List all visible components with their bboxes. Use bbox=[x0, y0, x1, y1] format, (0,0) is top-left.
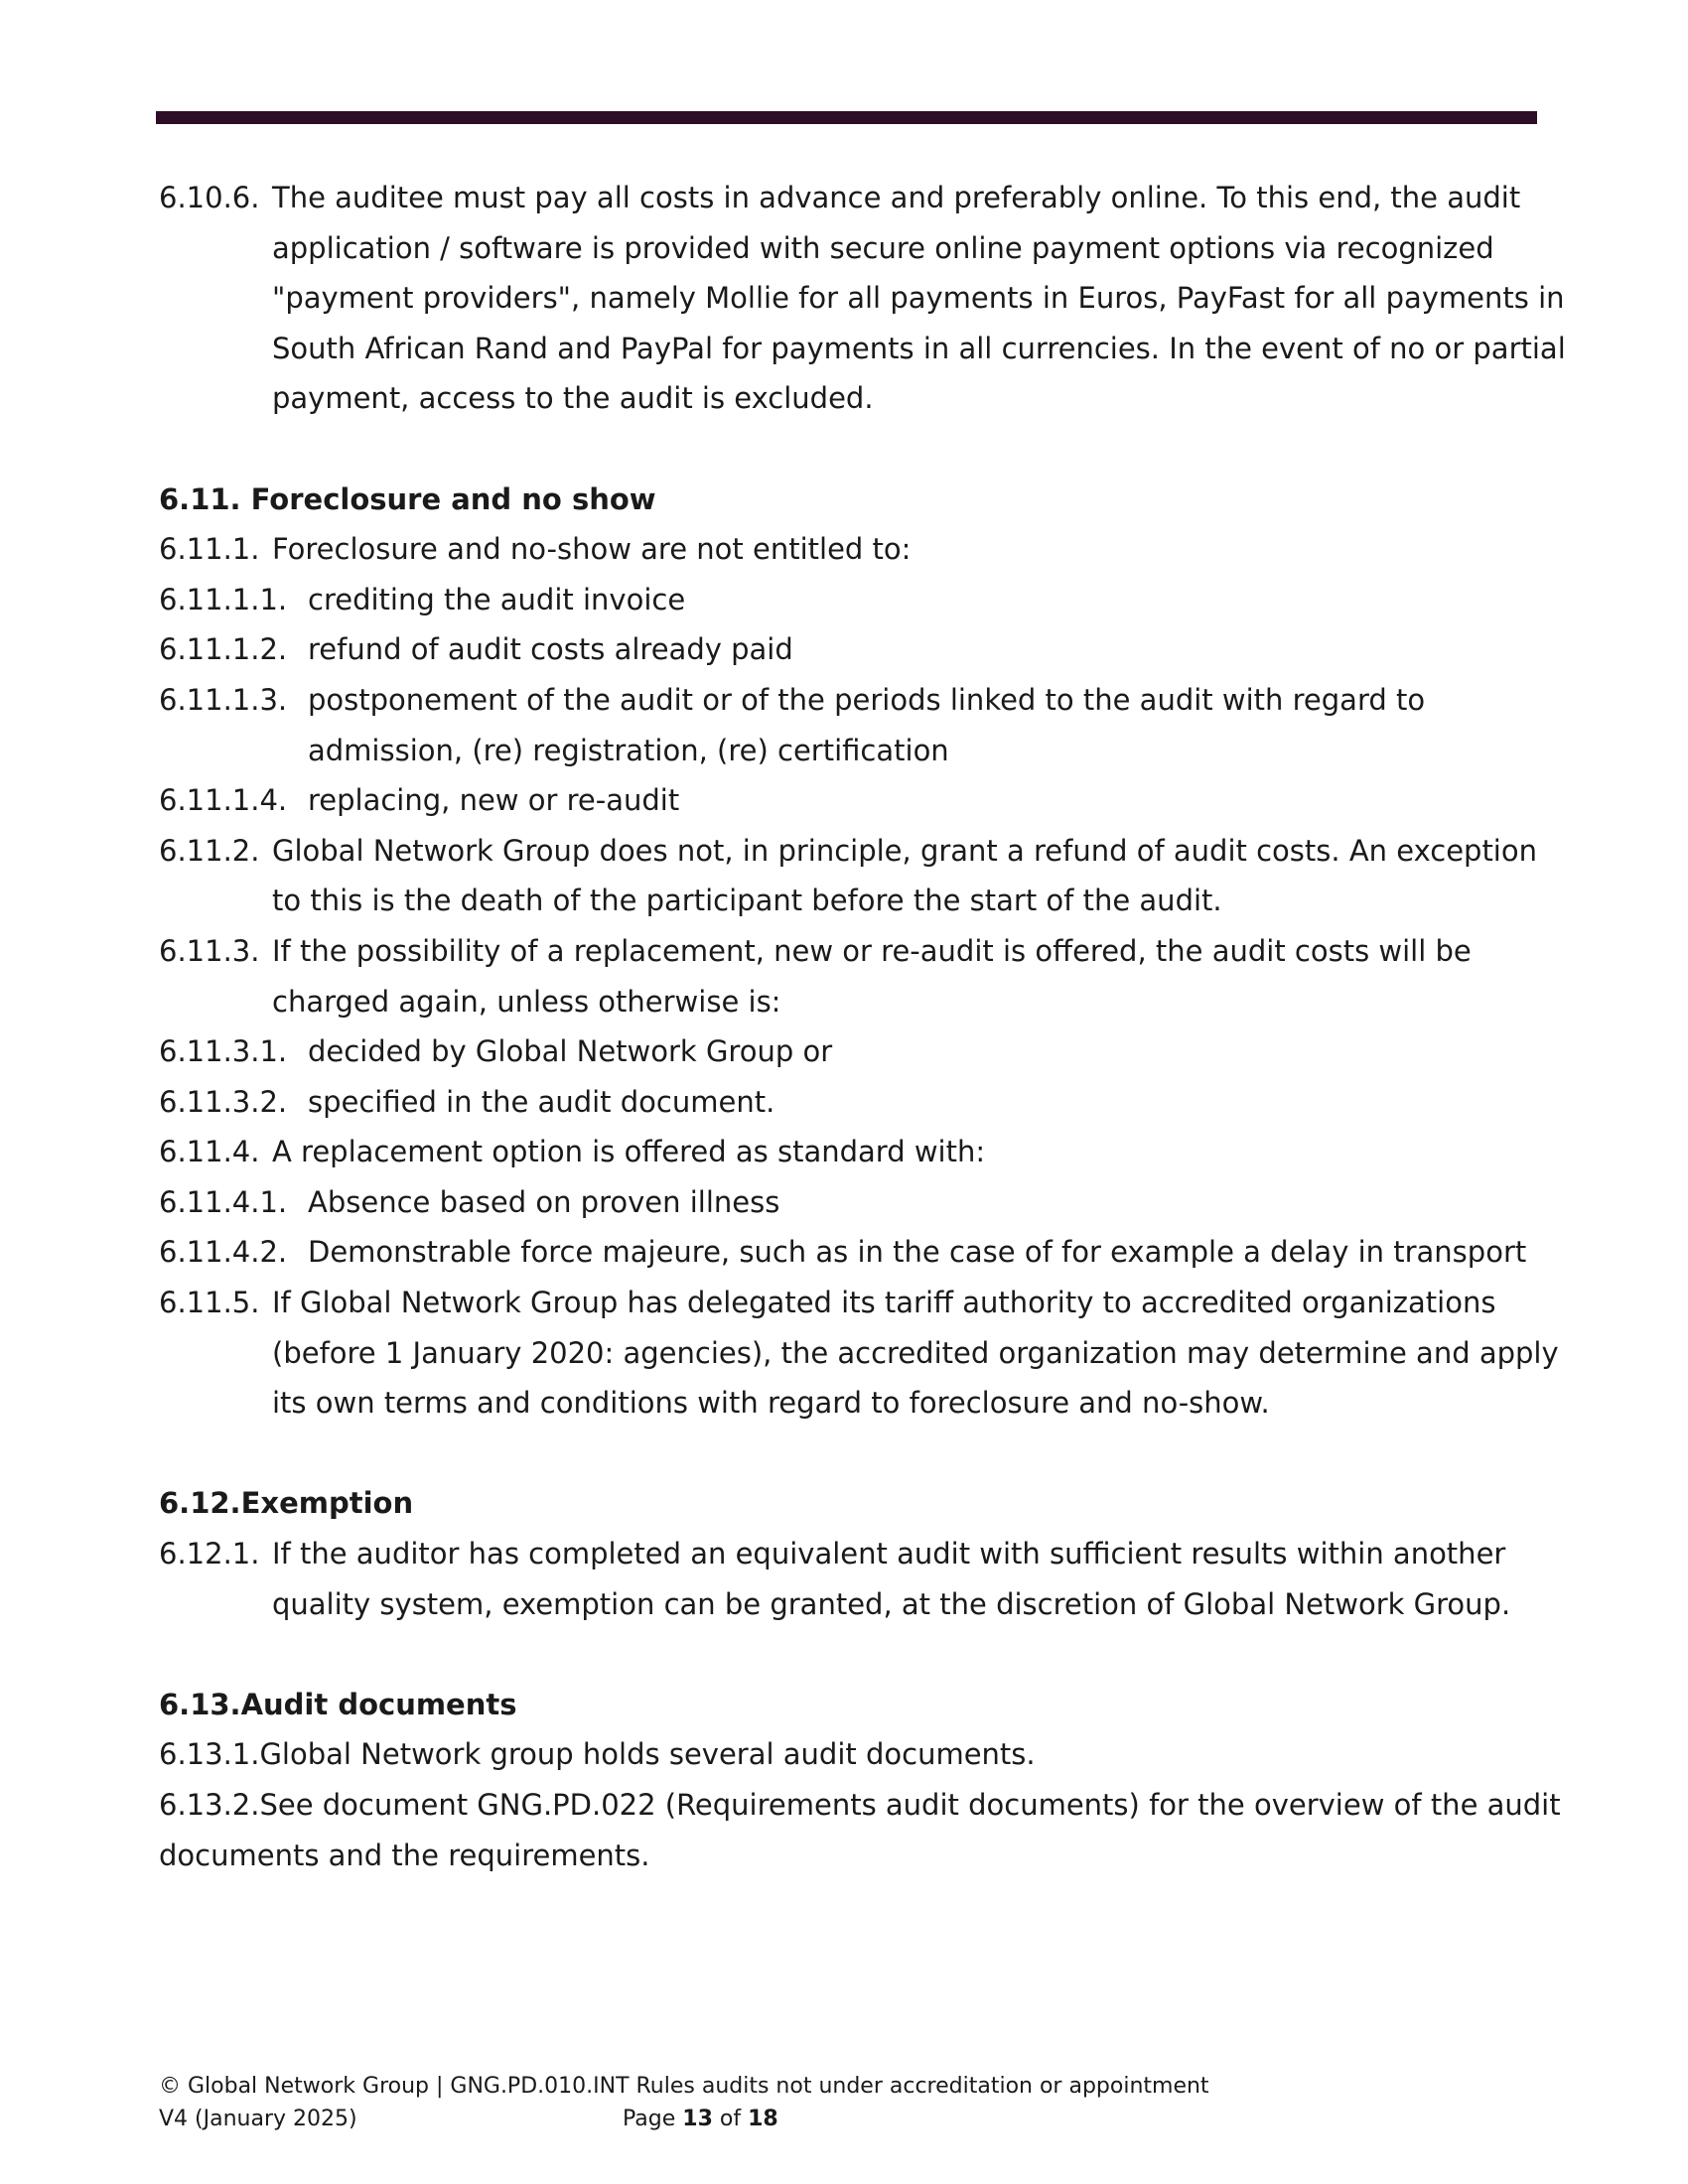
document-body bbox=[159, 173, 1566, 1880]
list-item bbox=[159, 926, 1539, 977]
item-text: quality system, exemption can be granted, at the discretion of Global Network Group. bbox=[272, 1586, 1511, 1621]
list-item bbox=[159, 775, 1539, 826]
item-number: 6.11.1.2. bbox=[159, 632, 288, 667]
item-text: to this is the death of the participant before the start of the audit. bbox=[272, 884, 1222, 918]
item-text: replacing, new or re-audit bbox=[308, 783, 680, 818]
footer-version: V4 (January 2025) bbox=[159, 2107, 357, 2131]
section-heading-6-13: 6.13.Audit documents bbox=[159, 1687, 517, 1721]
list-item bbox=[159, 675, 1539, 726]
item-text: Absence based on proven illness bbox=[308, 1184, 780, 1219]
list-item bbox=[159, 1026, 1539, 1077]
page-number: Page 13 of 18 bbox=[623, 2107, 778, 2131]
item-number: 6.11.1. bbox=[159, 532, 260, 567]
item-text: payment, access to the audit is excluded. bbox=[272, 381, 874, 416]
item-text: decided by Global Network Group or bbox=[308, 1034, 833, 1069]
item-number: 6.11.3. bbox=[159, 933, 260, 968]
item-number: 6.11.3.2. bbox=[159, 1084, 288, 1119]
item-number: 6.10.6. bbox=[159, 181, 260, 214]
item-number: 6.11.2. bbox=[159, 833, 260, 868]
item-text: charged again, unless otherwise is: bbox=[272, 984, 781, 1019]
item-text: South African Rand and PayPal for payments in all currencies. In the event of no or partial bbox=[272, 331, 1566, 365]
item-number: 6.12.1. bbox=[159, 1537, 260, 1571]
item-text: Demonstrable force majeure, such as in the case of for example a delay in transport bbox=[308, 1235, 1527, 1270]
list-item bbox=[159, 524, 1539, 575]
item-text: If Global Network Group has delegated its tariff authority to accredited organizations bbox=[272, 1286, 1496, 1320]
item-number: 6.11.1.3. bbox=[159, 682, 288, 717]
item-number: 6.11.4.1. bbox=[159, 1184, 288, 1219]
item-text: If the possibility of a replacement, new or re-audit is offered, the audit costs will be bbox=[272, 933, 1472, 968]
list-item bbox=[159, 1227, 1539, 1278]
list-item bbox=[159, 1127, 1539, 1177]
list-item bbox=[159, 1077, 1539, 1128]
header-rule bbox=[156, 111, 1537, 124]
list-item bbox=[159, 1278, 1539, 1328]
item-text: its own terms and conditions with regard to foreclosure and no-show. bbox=[272, 1386, 1270, 1421]
item-text: refund of audit costs already paid bbox=[308, 632, 793, 667]
item-number: 6.11.3.1. bbox=[159, 1034, 288, 1069]
item-text: The auditee must pay all costs in advance and preferably online. To this end, the audit bbox=[272, 181, 1521, 214]
item-number: 6.11.1.4. bbox=[159, 783, 288, 818]
list-item bbox=[159, 575, 1539, 625]
item-text: admission, (re) registration, (re) certification bbox=[308, 733, 949, 767]
item-number: 6.11.4.2. bbox=[159, 1235, 288, 1270]
item-text: specified in the audit document. bbox=[308, 1084, 775, 1119]
item-number: 6.11.1.1. bbox=[159, 582, 288, 616]
item-text: postponement of the audit or of the periods linked to the audit with regard to bbox=[308, 682, 1426, 717]
item-number: 6.11.4. bbox=[159, 1135, 260, 1169]
list-item bbox=[159, 624, 1539, 675]
section-heading-6-11: 6.11. Foreclosure and no show bbox=[159, 481, 656, 516]
list-item: 6.13.1.Global Network group holds several audit documents. bbox=[159, 1737, 1036, 1772]
footer-copyright: © Global Network Group | GNG.PD.010.INT Rules audits not under accreditation or appointment bbox=[159, 2074, 1209, 2099]
item-text: A replacement option is offered as standard with: bbox=[272, 1135, 986, 1169]
item-text: crediting the audit invoice bbox=[308, 582, 686, 616]
item-text: If the auditor has completed an equivalent audit with sufficient results within another bbox=[272, 1537, 1506, 1571]
item-text: Global Network Group does not, in principle, grant a refund of audit costs. An exception bbox=[272, 833, 1537, 868]
page-footer bbox=[159, 2070, 1209, 2135]
section-heading-6-12: 6.12.Exemption bbox=[159, 1486, 414, 1521]
item-text: Foreclosure and no-show are not entitled to: bbox=[272, 532, 912, 567]
item-text: "payment providers", namely Mollie for all payments in Euros, PayFast for all payments in bbox=[272, 281, 1565, 316]
para-6-10-6 bbox=[159, 173, 1539, 223]
item-text: (before 1 January 2020: agencies), the accredited organization may determine and apply bbox=[272, 1335, 1559, 1370]
list-item bbox=[159, 1177, 1539, 1228]
item-number: 6.11.5. bbox=[159, 1286, 260, 1320]
list-item bbox=[159, 1529, 1539, 1579]
list-item: 6.13.2.See document GNG.PD.022 (Requirements audit documents) for the overview of the audit bbox=[159, 1788, 1561, 1822]
list-item bbox=[159, 826, 1539, 877]
list-item-continuation: documents and the requirements. bbox=[159, 1838, 650, 1872]
item-text: application / software is provided with secure online payment options via recognized bbox=[272, 230, 1494, 265]
